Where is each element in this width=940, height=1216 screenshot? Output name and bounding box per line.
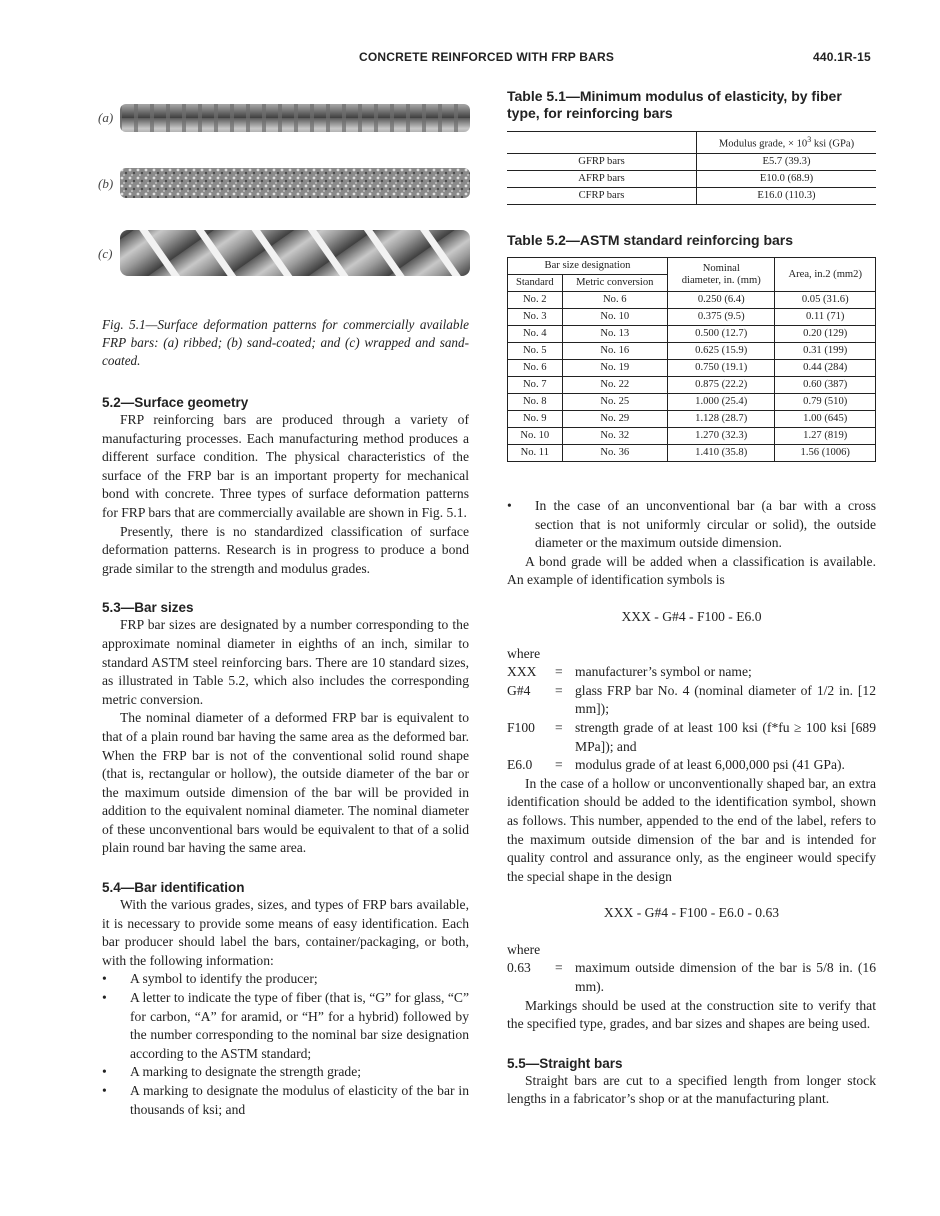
table-cell: No. 32	[562, 428, 667, 445]
table-cell: No. 9	[508, 411, 563, 428]
table-row	[508, 360, 876, 377]
table-row	[508, 428, 876, 445]
table-grid	[507, 257, 876, 462]
table-cell: No. 19	[562, 360, 667, 377]
table-5-2	[507, 232, 877, 462]
column-header: Modulus grade, × $10^3$ ksi (GPa)	[697, 132, 877, 154]
section-5-3-paragraph: The nominal diameter of a deformed FRP bar is equivalent to that of a plain round bar having the same area as the deformed bar. When the FRP bar is not of the conventional solid round shape (that is, rectangular or hollow), the outside diameter of the bar or the maximum outside dimension of the bar will be provided in addition to the equivalent nominal diameter. The nominal diameter of these unconventional bars would be equivalent to that of a solid plain round bar having the same area.	[102, 710, 469, 856]
table-cell: 1.56 (1006)	[775, 445, 876, 462]
definition-row: F100 = strength grade of at least 100 ksi (f*fu ≥ 100 ksi [689 MPa]); and	[507, 719, 876, 754]
left-column	[102, 395, 469, 1119]
section-5-2-heading: 5.2—Surface geometry	[102, 395, 249, 410]
table-cell: 0.750 (19.1)	[667, 360, 774, 377]
sand-coated-bar	[120, 168, 470, 198]
section-5-2-paragraph: Presently, there is no standardized classification of surface deformation patterns. Research is in progress to produce a bond grade similar to the strength and modulus grades.	[102, 523, 469, 576]
table-cell: 0.625 (15.9)	[667, 343, 774, 360]
table-cell: No. 16	[562, 343, 667, 360]
identification-example: XXX - G#4 - F100 - E6.0	[621, 608, 762, 624]
table-cell: No. 7	[508, 377, 563, 394]
table-cell: No. 36	[562, 445, 667, 462]
definition-row: 0.63 = maximum outside dimension of the bar is 5/8 in. (16 mm).	[507, 960, 876, 995]
list-item: • A symbol to identify the producer;	[102, 971, 318, 987]
table-cell: 0.60 (387)	[775, 377, 876, 394]
list-item: • In the case of an unconventional bar (a bar with a cross section that is not uniformly circular or solid), the outside diameter or the maximum outside dimension.	[507, 498, 876, 551]
table-cell: 1.000 (25.4)	[667, 394, 774, 411]
section-5-4-heading: 5.4—Bar identification	[102, 880, 245, 896]
table-cell: No. 5	[508, 343, 563, 360]
table-cell: No. 10	[508, 428, 563, 445]
table-row	[508, 411, 876, 428]
table-cell: 0.500 (12.7)	[667, 326, 774, 343]
identification-example: XXX - G#4 - F100 - E6.0 - 0.63	[603, 905, 780, 921]
table-cell: 1.270 (32.3)	[667, 428, 774, 445]
table-row	[508, 309, 876, 326]
table-row: AFRP bars E10.0 (68.9)	[507, 170, 876, 187]
right-column	[507, 497, 876, 1109]
wrapped-bar	[120, 230, 470, 276]
list-item: • A marking to designate the modulus of elasticity of the bar in thousands of ksi; and	[102, 1083, 469, 1117]
table-cell: No. 10	[562, 309, 667, 326]
definition-row: XXX = manufacturer’s symbol or name;	[507, 664, 752, 680]
column-header: Area, in.2 (mm2)	[775, 258, 876, 292]
table-cell: 0.375 (9.5)	[667, 309, 774, 326]
section-5-5-paragraph: Straight bars are cut to a specified length from longer stock lengths in a fabricator’s shop or at the manufacturing plant.	[507, 1072, 876, 1107]
running-title: CONCRETE REINFORCED WITH FRP BARS	[359, 50, 615, 64]
table-cell: 1.128 (28.7)	[667, 411, 774, 428]
table-row	[508, 394, 876, 411]
table-title: Table 5.2—ASTM standard reinforcing bars	[507, 232, 794, 248]
list-item: • A letter to indicate the type of fiber (that is, “G” for glass, “C” for carbon, “A” for aramid, or “H” for a hybrid) followed by the number corresponding to the nominal bar size designation according to the ASTM standard;	[102, 990, 469, 1061]
definition-row: E6.0 = modulus grade of at least 6,000,000 psi (41 GPa).	[507, 757, 845, 773]
figure-label-b: (b)	[98, 176, 114, 191]
paragraph: Markings should be used at the construction site to verify that the specified type, grades, and bar sizes and shapes are being used.	[507, 997, 876, 1032]
table-row	[508, 292, 876, 309]
table-cell: No. 29	[562, 411, 667, 428]
table-row	[508, 377, 876, 394]
figure-caption: Fig. 5.1—Surface deformation patterns for commercially available FRP bars: (a) ribbed; (b) sand-coated; and (c) wrapped and sand-coated.	[102, 317, 469, 368]
table-cell: No. 6	[562, 292, 667, 309]
table-cell: No. 2	[508, 292, 563, 309]
table-cell: No. 8	[508, 394, 563, 411]
table-row	[508, 343, 876, 360]
figure-5-1	[96, 88, 476, 288]
section-5-3-heading: 5.3—Bar sizes	[102, 600, 194, 616]
section-5-3-paragraph: FRP bar sizes are designated by a number corresponding to the approximate nominal diameter in eighths of an inch, similar to standard ASTM steel reinforcing bars. There are 10 standard sizes, as illustrated in Table 5.2, which also includes the corresponding metric conversion.	[102, 617, 469, 707]
paragraph: In the case of a hollow or unconventionally shaped bar, an extra identification should be added to the identification symbol, shown as follows. This number, appended to the end of the label, refers to the maximum outside dimension of the bar and is intended for quality control and assurance only, as the engineer would specify the special shape in the design	[507, 775, 876, 884]
table-cell: No. 3	[508, 309, 563, 326]
table-cell: No. 11	[508, 445, 563, 462]
where-label: where	[507, 941, 541, 957]
table-row	[508, 326, 876, 343]
column-header: Bar size designation	[508, 258, 668, 275]
table-cell: No. 25	[562, 394, 667, 411]
definition-row: G#4 = glass FRP bar No. 4 (nominal diameter of 1/2 in. [12 mm]);	[507, 682, 876, 717]
table-cell: 0.20 (129)	[775, 326, 876, 343]
section-5-2-paragraph: FRP reinforcing bars are produced through a variety of manufacturing processes. Each manufacturing method produces a different surface condition. The physical characteristics of the surface of the FRP bar is an important property for mechanical bond with concrete. Three types of surface deformation patterns for FRP bars that are commercially available are shown in Fig. 5.1.	[102, 412, 469, 520]
table-row: CFRP bars E16.0 (110.3)	[507, 187, 876, 204]
table-cell: 0.11 (71)	[775, 309, 876, 326]
column-header: Metric conversion	[562, 275, 667, 292]
section-5-4-paragraph: With the various grades, sizes, and types of FRP bars available, it is necessary to provide some means of easy identification. Each bar producer should label the bars, container/packaging, or both, with the following information:	[102, 897, 469, 968]
table-cell: 0.250 (6.4)	[667, 292, 774, 309]
ribbed-bar	[120, 104, 470, 132]
figure-label-c: (c)	[98, 246, 113, 261]
table-cell: 0.79 (510)	[775, 394, 876, 411]
table-cell: 1.00 (645)	[775, 411, 876, 428]
table-cell: 0.05 (31.6)	[775, 292, 876, 309]
table-cell: No. 22	[562, 377, 667, 394]
table-row: GFRP bars E5.7 (39.3)	[507, 153, 876, 170]
table-title: Table 5.1—Minimum modulus of elasticity, by fiber type, for reinforcing bars	[507, 88, 842, 121]
section-5-5-heading: 5.5—Straight bars	[507, 1055, 623, 1071]
list-item: • A marking to designate the strength grade;	[102, 1064, 362, 1080]
table-cell: 0.31 (199)	[775, 343, 876, 360]
table-cell: No. 13	[562, 326, 667, 343]
table-cell: 1.410 (35.8)	[667, 445, 774, 462]
table-grid	[507, 131, 876, 205]
table-row	[508, 445, 876, 462]
figure-label-a: (a)	[98, 110, 114, 125]
table-cell: 0.875 (22.2)	[667, 377, 774, 394]
table-5-1	[507, 88, 877, 205]
column-header: Standard	[508, 275, 563, 292]
table-cell: No. 6	[508, 360, 563, 377]
column-header: Nominal diameter, in. (mm)	[667, 258, 774, 292]
table-cell: 0.44 (284)	[775, 360, 876, 377]
table-cell: No. 4	[508, 326, 563, 343]
where-label: where	[507, 645, 541, 661]
frp-bars-photo	[96, 88, 476, 288]
page-number: 440.1R-15	[813, 50, 871, 64]
table-cell: 1.27 (819)	[775, 428, 876, 445]
paragraph: A bond grade will be added when a classification is available. An example of identification symbols is	[507, 553, 876, 588]
